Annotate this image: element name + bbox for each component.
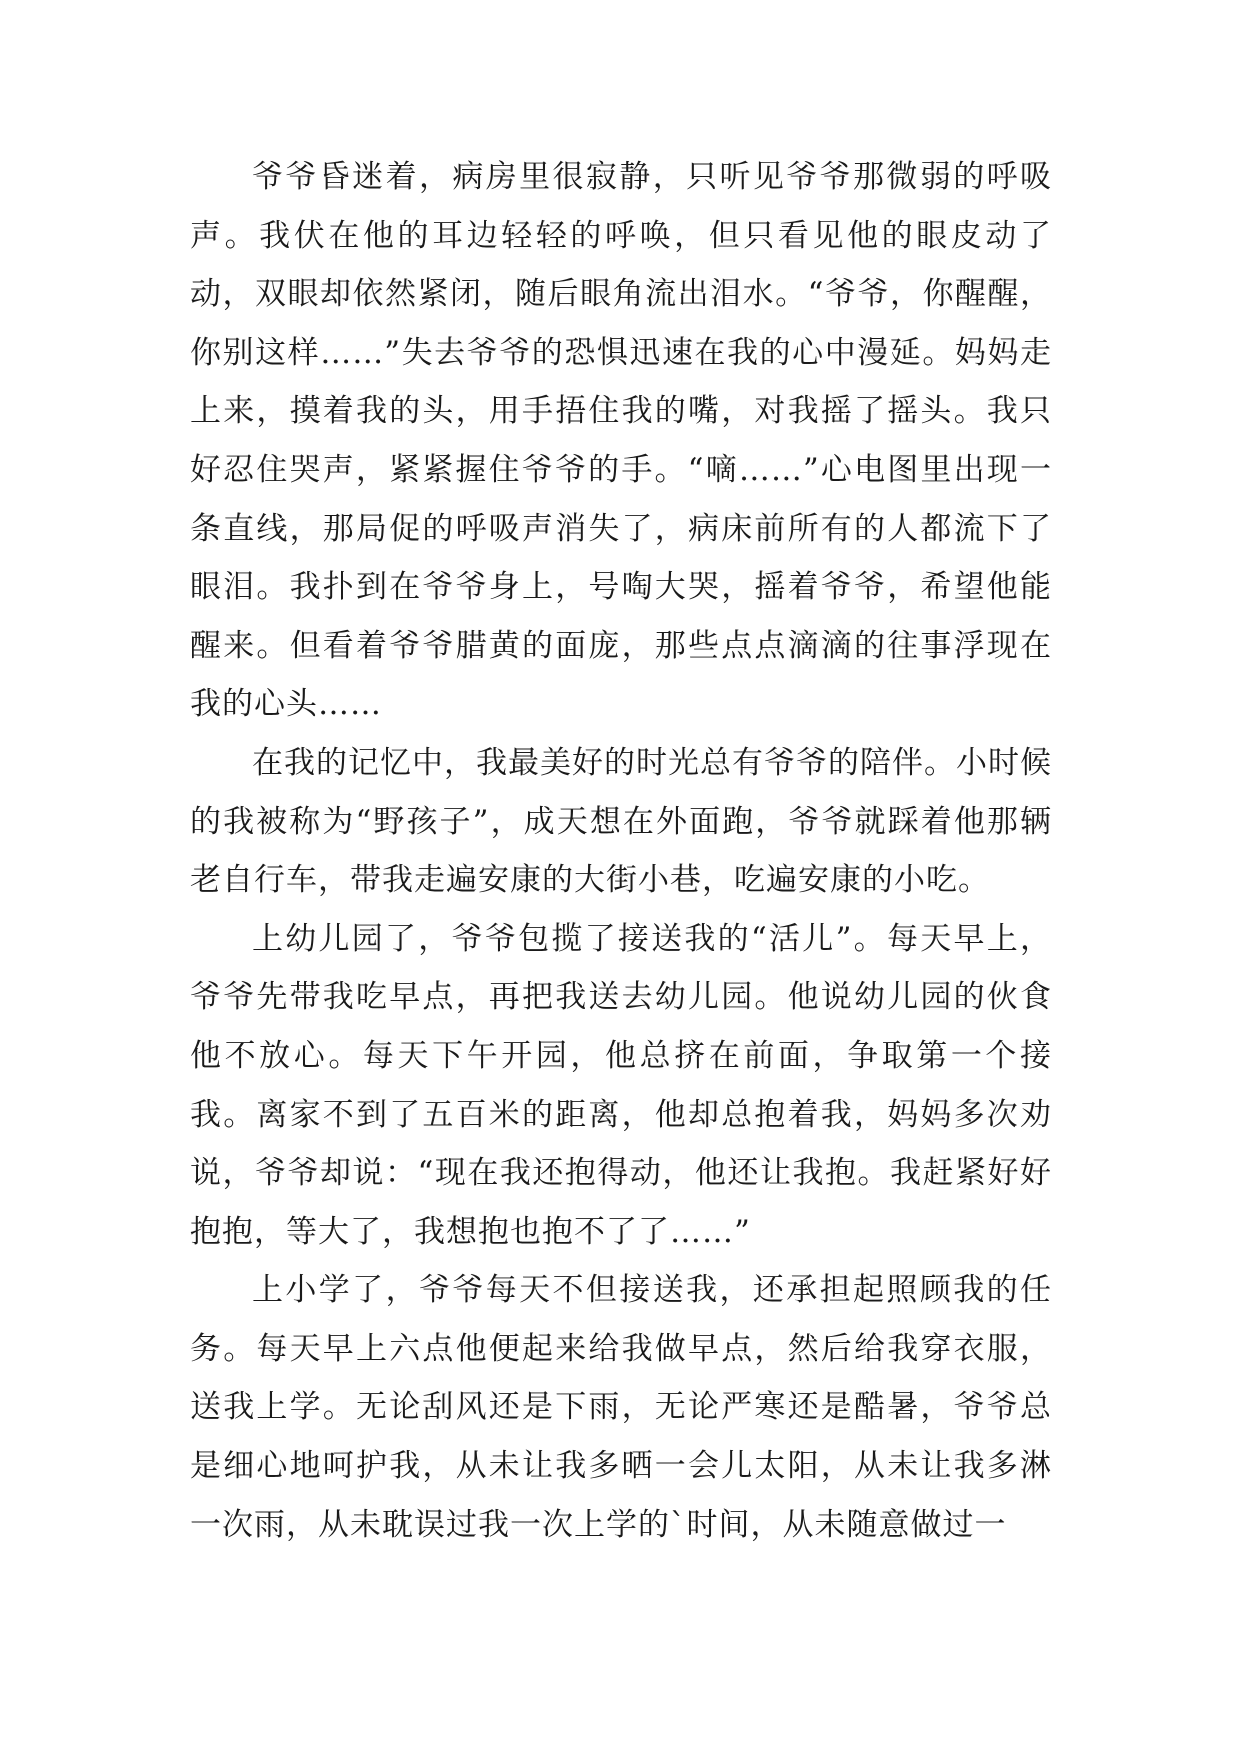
paragraph-1: 爷爷昏迷着，病房里很寂静，只听见爷爷那微弱的呼吸声。我伏在他的耳边轻轻的呼唤，但只看见他的眼皮动了动，双眼却依然紧闭，随后眼角流出泪水。“爷爷，你醒醒，你别这样……”失去爷爷的恐惧迅速在我的心中漫延。妈妈走上来，摸着我的头，用手捂住我的嘴，对我摇了摇头。我只好忍住哭声，紧紧握住爷爷的手。“嘀……”心电图里出现一条直线，那局促的呼吸声消失了，病床前所有的人都流下了眼泪。我扑到在爷爷身上，号啕大哭，摇着爷爷，希望他能醒来。但看着爷爷腊黄的面庞，那些点点滴滴的往事浮现在我的心头…… bbox=[190, 159, 1052, 723]
paragraph-3: 上幼儿园了，爷爷包揽了接送我的“活儿”。每天早上，爷爷先带我吃早点，再把我送去幼儿园。他说幼儿园的伙食他不放心。每天下午开园，他总挤在前面，争取第一个接我。离家不到了五百米的距离，他却总抱着我，妈妈多次劝说，爷爷却说：“现在我还抱得动，他还让我抱。我赶紧好好抱抱，等大了，我想抱也抱不了了……” bbox=[190, 920, 1052, 1250]
document-body bbox=[190, 148, 1052, 1554]
paragraph-4: 上小学了，爷爷每天不但接送我，还承担起照顾我的任务。每天早上六点他便起来给我做早点，然后给我穿衣服，送我上学。无论刮风还是下雨，无论严寒还是酷暑，爷爷总是细心地呵护我，从未让我多晒一会儿太阳，从未让我多淋一次雨，从未耽误过我一次上学的`时间，从未随意做过一 bbox=[190, 1272, 1052, 1543]
paragraph-2: 在我的记忆中，我最美好的时光总有爷爷的陪伴。小时候的我被称为“野孩子”，成天想在外面跑，爷爷就踩着他那辆老自行车，带我走遍安康的大街小巷，吃遍安康的小吃。 bbox=[190, 744, 1052, 899]
